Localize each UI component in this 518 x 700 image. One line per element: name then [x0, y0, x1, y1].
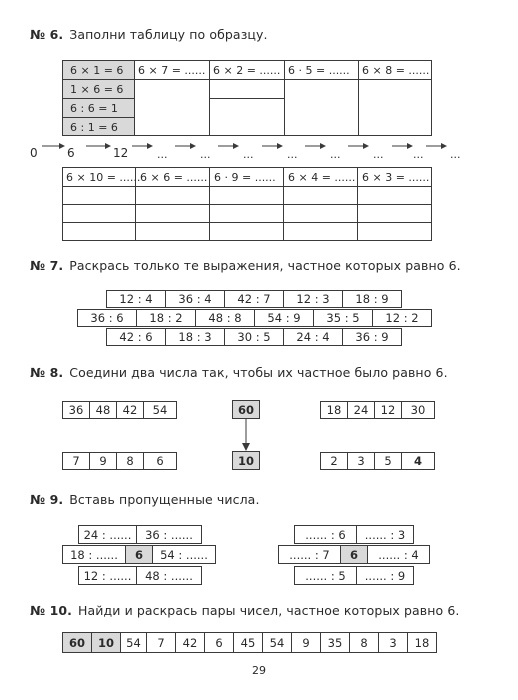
strip-num-13[interactable]: 18 [407, 632, 437, 653]
strip-num-6[interactable]: 6 [204, 632, 234, 653]
seq-5[interactable]: ... [243, 148, 254, 161]
strip-num-8[interactable]: 54 [262, 632, 292, 653]
left-mid-left[interactable]: 18 : ...... [62, 545, 126, 564]
seq-8[interactable]: ... [373, 148, 384, 161]
seq-9[interactable]: ... [413, 148, 424, 161]
task9-heading [30, 492, 260, 507]
table2-header-3[interactable]: 6 · 9 = ...... [214, 171, 276, 184]
expr-row3-4[interactable]: 24 : 4 [283, 328, 343, 346]
task6-number: № 6. [30, 27, 64, 42]
task8-number: № 8. [30, 365, 64, 380]
right-top-2[interactable]: ...... : 3 [356, 525, 414, 544]
table2-header-5[interactable]: 6 × 3 = ...... [362, 171, 430, 184]
task9-number: № 9. [30, 492, 64, 507]
num-left-top-3[interactable]: 42 [116, 401, 144, 419]
page-number: 29 [252, 664, 266, 677]
task8-text: Соедини два числа так, чтобы их частное было равно 6. [69, 365, 448, 380]
expr-row1-2[interactable]: 36 : 4 [165, 290, 225, 308]
seq-0: 0 [30, 146, 38, 160]
strip-num-4[interactable]: 7 [146, 632, 176, 653]
num-right-top-2[interactable]: 24 [347, 401, 375, 419]
expr-row2-1[interactable]: 36 : 6 [77, 309, 137, 327]
expr-row2-2[interactable]: 18 : 2 [136, 309, 196, 327]
left-bottom-2[interactable]: 48 : ...... [136, 566, 202, 585]
table2-header-1[interactable]: 6 × 10 = ...... [66, 171, 141, 184]
strip-num-9[interactable]: 9 [291, 632, 321, 653]
expr-row3-1[interactable]: 42 : 6 [106, 328, 166, 346]
num-left-bottom-4[interactable]: 6 [143, 452, 177, 470]
seq-10[interactable]: ... [450, 148, 461, 161]
seq-2: 12 [113, 146, 129, 160]
task7-heading [30, 258, 461, 273]
num-right-bottom-2[interactable]: 3 [347, 452, 375, 470]
right-center: 6 [340, 545, 368, 564]
table1-example-1: 6 × 1 = 6 [70, 64, 124, 77]
expr-row2-4[interactable]: 54 : 9 [254, 309, 314, 327]
num-right-bottom-3[interactable]: 5 [374, 452, 402, 470]
right-mid-right[interactable]: ...... : 4 [367, 545, 430, 564]
right-mid-left[interactable]: ...... : 7 [278, 545, 341, 564]
task10-number: № 10. [30, 603, 73, 618]
task6-heading [30, 27, 268, 42]
seq-3[interactable]: ... [157, 148, 168, 161]
num-right-top-1[interactable]: 18 [320, 401, 348, 419]
right-top-1[interactable]: ...... : 6 [294, 525, 357, 544]
num-left-top-4[interactable]: 54 [143, 401, 177, 419]
num-left-top-2[interactable]: 48 [89, 401, 117, 419]
table1-header-2[interactable]: 6 × 2 = ...... [213, 64, 281, 77]
num-right-bottom-1[interactable]: 2 [320, 452, 348, 470]
sequence-arrows [0, 138, 518, 164]
left-top-2[interactable]: 36 : ...... [136, 525, 202, 544]
seq-1: 6 [67, 146, 75, 160]
table1-header-1[interactable]: 6 × 7 = ...... [138, 64, 206, 77]
connector-arrow [238, 419, 254, 453]
expr-row1-3[interactable]: 42 : 7 [224, 290, 284, 308]
table1-header-4[interactable]: 6 × 8 = ...... [362, 64, 430, 77]
right-bottom-2[interactable]: ...... : 9 [356, 566, 414, 585]
task7-number: № 7. [30, 258, 64, 273]
num-center-bottom[interactable]: 10 [232, 451, 260, 470]
left-mid-right[interactable]: 54 : ...... [152, 545, 216, 564]
expr-row2-6[interactable]: 12 : 2 [372, 309, 432, 327]
right-bottom-1[interactable]: ...... : 5 [294, 566, 357, 585]
table1-example-4: 6 : 1 = 6 [70, 121, 118, 134]
seq-4[interactable]: ... [200, 148, 211, 161]
strip-num-10[interactable]: 35 [320, 632, 350, 653]
num-right-top-3[interactable]: 12 [374, 401, 402, 419]
expr-row3-2[interactable]: 18 : 3 [165, 328, 225, 346]
num-left-bottom-2[interactable]: 9 [89, 452, 117, 470]
expr-row3-3[interactable]: 30 : 5 [224, 328, 284, 346]
table1-header-3[interactable]: 6 · 5 = ...... [288, 64, 350, 77]
table2-header-4[interactable]: 6 × 4 = ...... [288, 171, 356, 184]
strip-num-5[interactable]: 42 [175, 632, 205, 653]
strip-num-1[interactable]: 60 [62, 632, 92, 653]
left-center: 6 [125, 545, 153, 564]
task10-heading [30, 603, 459, 618]
strip-num-7[interactable]: 45 [233, 632, 263, 653]
left-top-1[interactable]: 24 : ...... [78, 525, 137, 544]
strip-num-3[interactable]: 54 [120, 632, 147, 653]
expr-row2-3[interactable]: 48 : 8 [195, 309, 255, 327]
strip-num-2[interactable]: 10 [91, 632, 121, 653]
task9-text: Вставь пропущенные числа. [69, 492, 260, 507]
table1-example-2: 1 × 6 = 6 [70, 83, 124, 96]
table2-header-2[interactable]: 6 × 6 = ...... [140, 171, 208, 184]
left-bottom-1[interactable]: 12 : ...... [78, 566, 137, 585]
task8-heading [30, 365, 448, 380]
num-left-bottom-1[interactable]: 7 [62, 452, 90, 470]
num-center-top[interactable]: 60 [232, 400, 260, 419]
num-right-top-4[interactable]: 30 [401, 401, 435, 419]
task6-text: Заполни таблицу по образцу. [69, 27, 268, 42]
expr-row3-5[interactable]: 36 : 9 [342, 328, 402, 346]
expr-row1-1[interactable]: 12 : 4 [106, 290, 166, 308]
seq-6[interactable]: ... [287, 148, 298, 161]
expr-row1-4[interactable]: 12 : 3 [283, 290, 343, 308]
num-right-bottom-4[interactable]: 4 [401, 452, 435, 470]
strip-num-11[interactable]: 8 [349, 632, 379, 653]
num-left-top-1[interactable]: 36 [62, 401, 90, 419]
task7-text: Раскрась только те выражения, частное которых равно 6. [69, 258, 461, 273]
seq-7[interactable]: ... [330, 148, 341, 161]
num-left-bottom-3[interactable]: 8 [116, 452, 144, 470]
expr-row2-5[interactable]: 35 : 5 [313, 309, 373, 327]
strip-num-12[interactable]: 3 [378, 632, 408, 653]
task10-text: Найди и раскрась пары чисел, частное которых равно 6. [78, 603, 460, 618]
table1-example-3: 6 : 6 = 1 [70, 102, 118, 115]
expr-row1-5[interactable]: 18 : 9 [342, 290, 402, 308]
